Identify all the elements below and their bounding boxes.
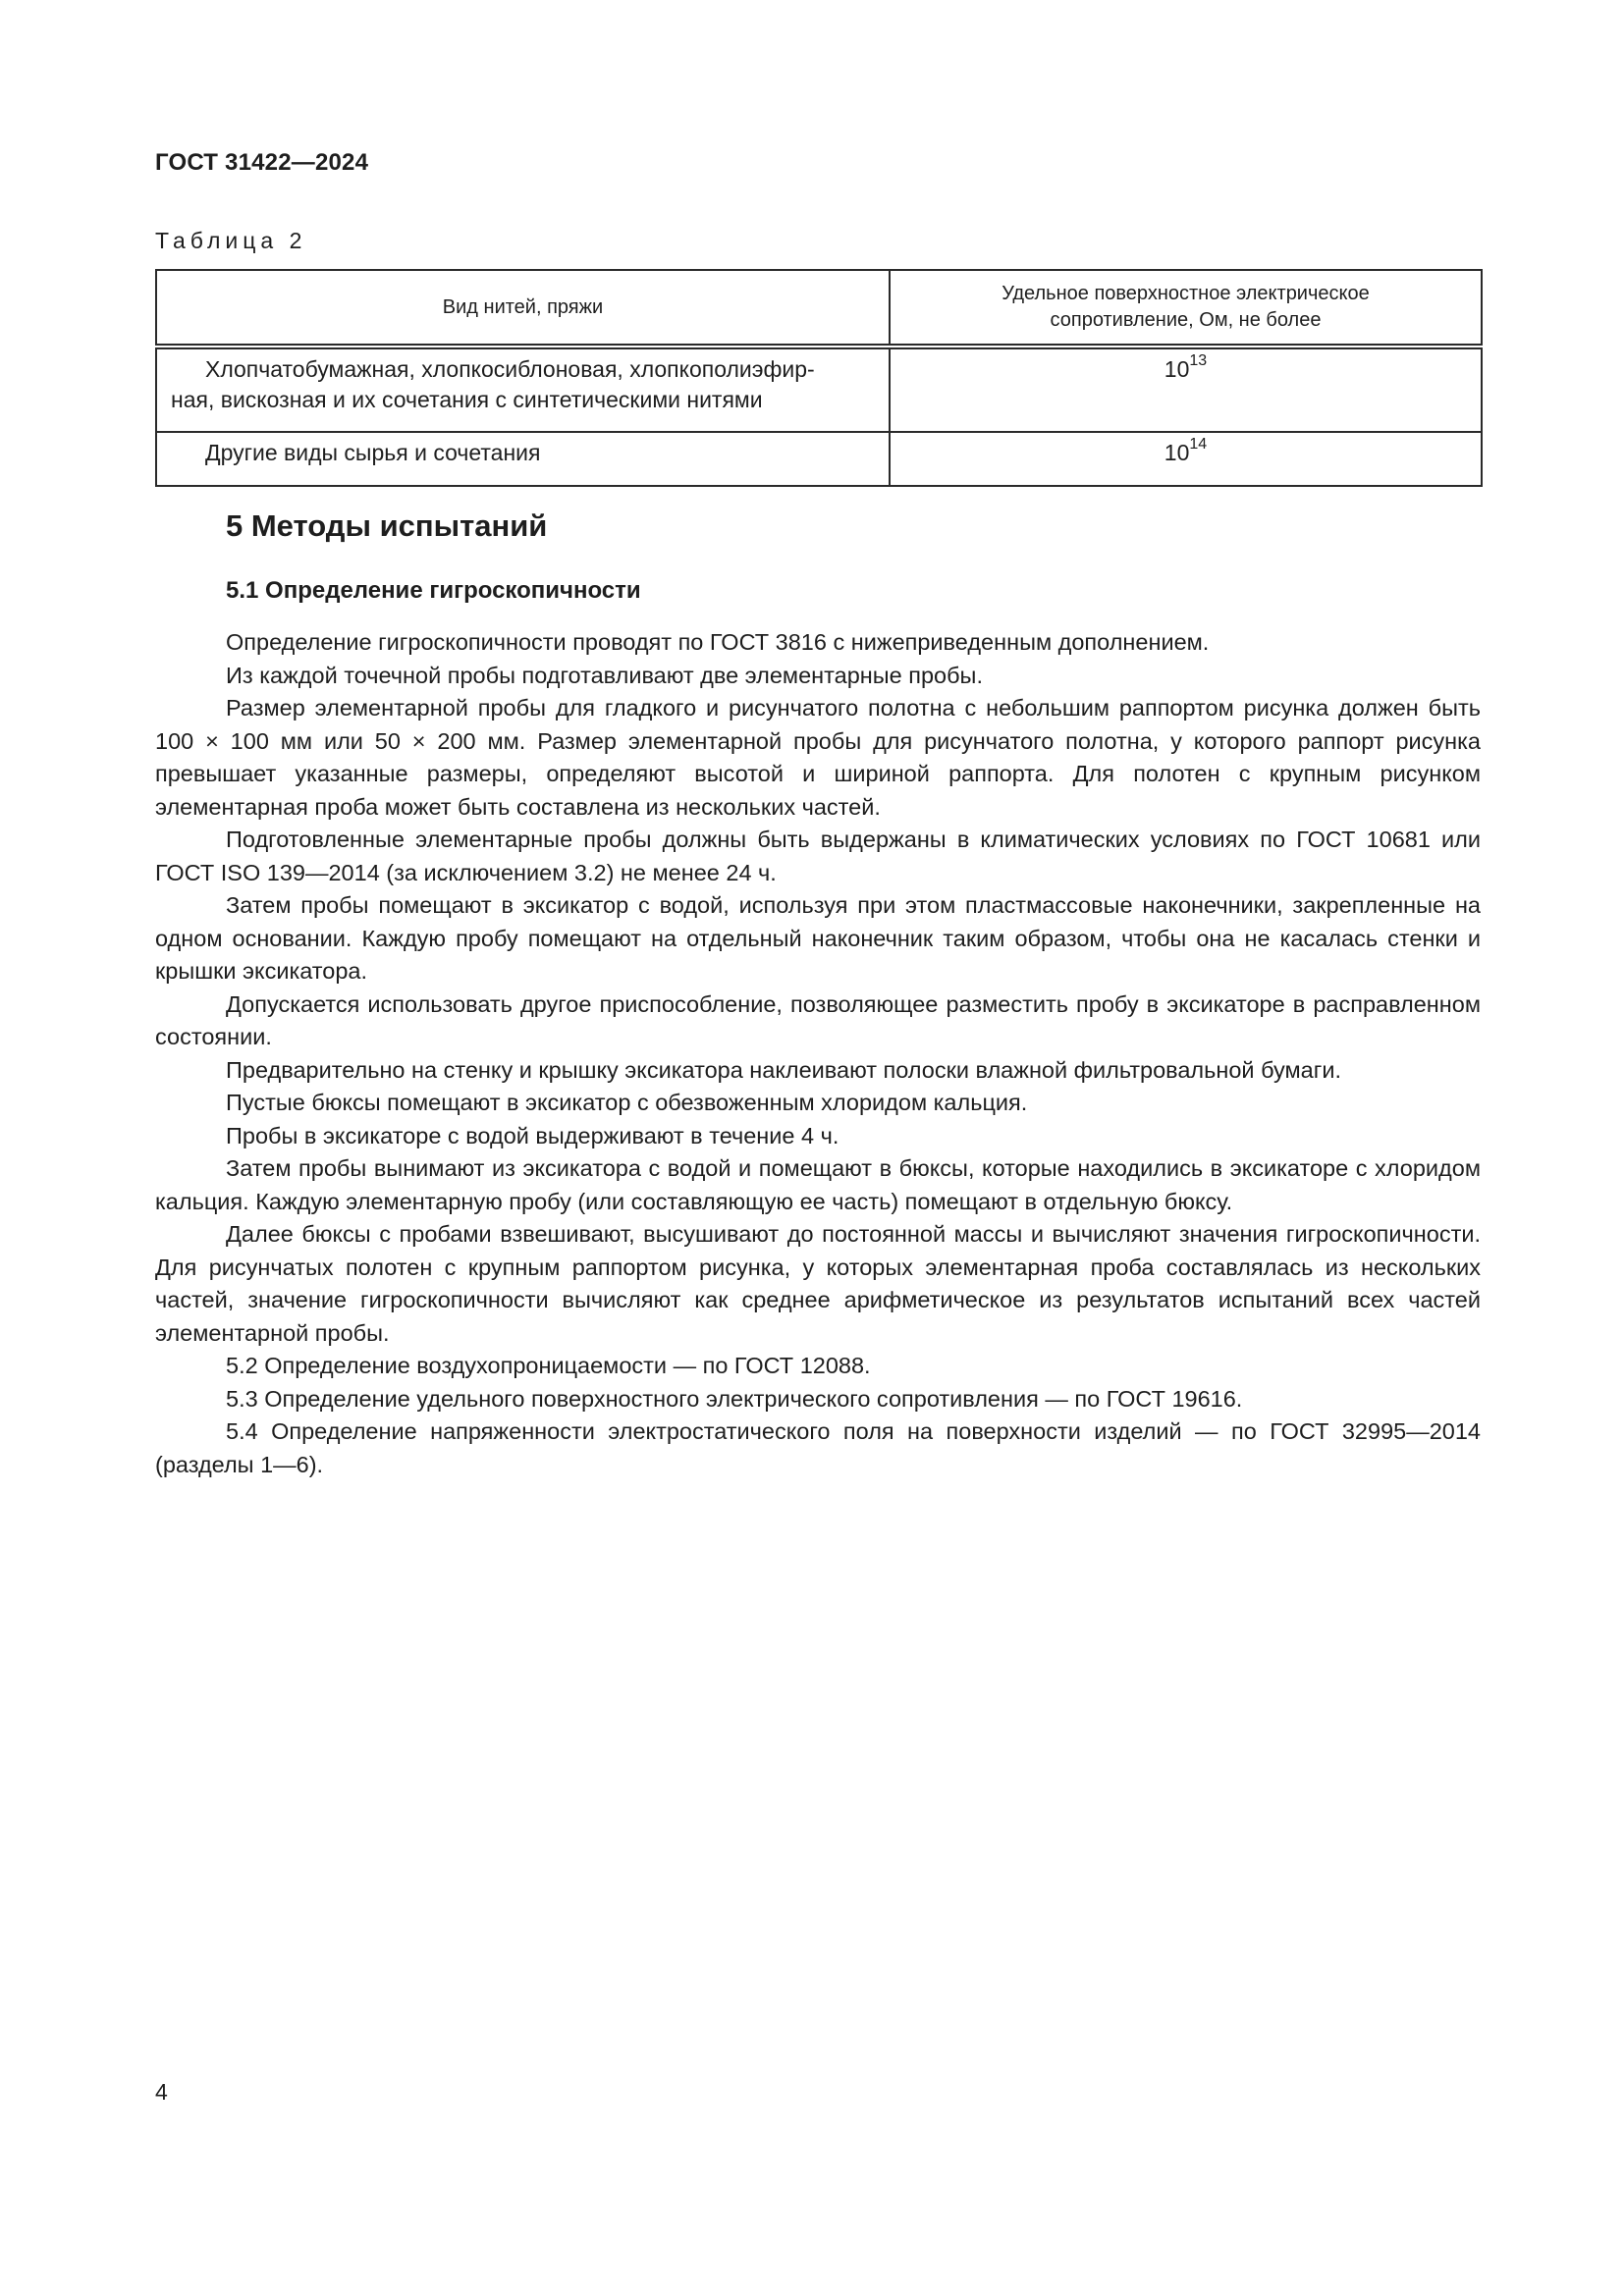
column-header-thread-type-label: Вид нитей, пряжи [442, 295, 604, 318]
paragraph: Пробы в эксикаторе с водой выдерживают в течение 4 ч. [226, 1122, 839, 1148]
resistance-exponent: 13 [1189, 352, 1208, 370]
thread-type-line2: ная, вискозная и их сочетания с синтетическими нитями [171, 387, 763, 412]
paragraph: Затем пробы вынимают из эксикатора с водой и помещают в бюксы, которые находились в эксикаторе с хлоридом кальция. Каждую элементарную пробу (или составляющую ее часть) помещают в отдельную бюксу. [155, 1155, 1481, 1214]
page-number: 4 [155, 2079, 168, 2105]
section-body [155, 626, 1481, 1481]
table-row [156, 347, 1482, 432]
paragraph: Далее бюксы с пробами взвешивают, высушивают до постоянной массы и вычисляют значения гигроскопичности. Для рисунчатых полотен с крупным раппортом рисунка, у которых элементарная проба составлялась из нескольких частей, значение гигроскопичности вычисляют как среднее арифметическое из результатов испытаний всех частей элементарной пробы. [155, 1221, 1481, 1346]
paragraph: Из каждой точечной пробы подготавливают две элементарные пробы. [226, 662, 983, 688]
subsection-heading: 5.1 Определение гигроскопичности [226, 577, 641, 604]
table-cell-thread-type [156, 347, 890, 432]
column-header-resistance-line2: сопротивление, Ом, не более [1050, 309, 1322, 331]
resistance-table [155, 269, 1483, 487]
table-header-row [156, 270, 1482, 347]
paragraph: 5.2 Определение воздухопроницаемости — по ГОСТ 12088. [226, 1353, 871, 1378]
table-cell-resistance [890, 347, 1482, 432]
paragraph: Допускается использовать другое приспособление, позволяющее разместить пробу в эксикаторе в расправленном состоянии. [155, 990, 1481, 1049]
section-heading: 5 Методы испытаний [226, 508, 548, 543]
table-cell-resistance [890, 432, 1482, 486]
column-header-resistance [890, 270, 1482, 347]
column-header-resistance-line1: Удельное поверхностное электрическое [1001, 283, 1370, 304]
paragraph: Затем пробы помещают в эксикатор с водой, используя при этом пластмассовые наконечники, закрепленные на одном основании. Каждую пробу помещают на отдельный наконечник таким образом, чтобы она не касалась стенки и крышки эксикатора. [155, 892, 1481, 984]
paragraph: Определение гигроскопичности проводят по ГОСТ 3816 с нижеприведенным дополнением. [226, 629, 1210, 655]
resistance-base: 10 [1164, 356, 1190, 382]
resistance-base: 10 [1164, 440, 1190, 465]
paragraph: Подготовленные элементарные пробы должны быть выдержаны в климатических условиях по ГОСТ 10681 или ГОСТ ISO 139—2014 (за исключением 3.2) не менее 24 ч. [155, 827, 1481, 885]
table-row [156, 432, 1482, 486]
paragraph: 5.4 Определение напряженности электростатического поля на поверхности изделий — по ГОСТ 32995—2014 (разделы 1—6). [155, 1418, 1481, 1477]
paragraph: Размер элементарной пробы для гладкого и рисунчатого полотна с небольшим раппортом рисунка должен быть 100 × 100 мм или 50 × 200 мм. Размер элементарной пробы для рисунчатого полотна, у которого раппорт рисунка превышает указанные размеры, определяют высотой и шириной раппорта. Для полотен с крупным рисунком элементарная проба может быть составлена из нескольких частей. [155, 695, 1481, 820]
paragraph: Пустые бюксы помещают в эксикатор с обезвоженным хлоридом кальция. [226, 1090, 1028, 1115]
paragraph: Предварительно на стенку и крышку эксикатора наклеивают полоски влажной фильтровальной бумаги. [226, 1056, 1341, 1083]
table-caption: Таблица 2 [155, 228, 307, 253]
column-header-thread-type [156, 270, 890, 347]
thread-type-line1: Другие виды сырья и сочетания [205, 440, 541, 465]
thread-type-line1: Хлопчатобумажная, хлопкосиблоновая, хлопкополиэфир- [205, 356, 815, 382]
resistance-exponent: 14 [1189, 436, 1208, 454]
document-code: ГОСТ 31422—2024 [155, 149, 369, 176]
paragraph: 5.3 Определение удельного поверхностного электрического сопротивления — по ГОСТ 19616. [226, 1385, 1243, 1412]
table-cell-thread-type [156, 432, 890, 486]
